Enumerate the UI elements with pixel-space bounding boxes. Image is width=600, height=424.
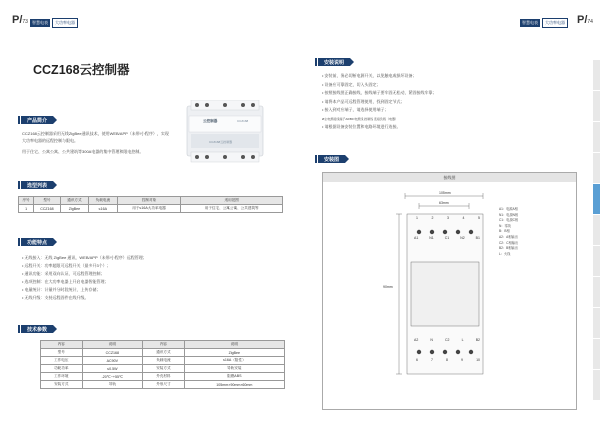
table-cell: 通讯方式	[143, 349, 185, 357]
feature-item: • 无线接入：无线 ZigBee 通讯，WEB/APP（未带/小程序）远程管理；	[22, 255, 147, 260]
table-cell: CCZ168	[34, 205, 61, 213]
features-heading: 功能特点	[18, 238, 57, 246]
table-row	[41, 365, 285, 373]
column-header: 通讯方式	[60, 197, 88, 205]
table-cell: 负载电流	[143, 357, 185, 365]
tech-table	[40, 340, 285, 389]
table-cell: 安装方式	[41, 381, 83, 389]
device-brand: CCZ168	[237, 119, 249, 123]
table-cell: 105mm×90mm×60mm	[184, 381, 284, 389]
install-list	[322, 72, 572, 132]
side-tab[interactable]	[593, 215, 600, 245]
wiring-diagram	[322, 172, 577, 410]
table-cell: 导轨安装	[184, 365, 284, 373]
table-cell: ZigBee	[60, 205, 88, 213]
table-cell: ≤0.5W	[82, 365, 143, 373]
dim-top: 105mm	[439, 191, 451, 195]
side-tab[interactable]	[593, 339, 600, 369]
table-cell: ≤16A	[89, 205, 117, 213]
side-tab[interactable]	[593, 308, 600, 338]
side-tab[interactable]	[593, 91, 600, 121]
breadcrumb-item[interactable]: 智慧电表	[32, 20, 48, 25]
intro-text: CCZ168云控制器采用无线ZigBee通讯技术，使用WEB/APP（未带/小程序），实现大功率电器的远程控制与限电。 用于住宅、公寓公寓、公共建筑等300A电器的集中管理和限电控制。	[22, 131, 169, 154]
column-header: 序号	[19, 197, 34, 205]
side-tab[interactable]	[593, 122, 600, 152]
table-cell: 用于住宅、公寓公寓、公共建筑等	[181, 205, 283, 213]
table-row	[19, 205, 283, 213]
column-header: 负载电流	[89, 197, 117, 205]
selection-table	[18, 196, 283, 213]
column-header: 适用范围	[181, 197, 283, 205]
side-tab[interactable]	[593, 370, 600, 400]
table-cell: 工作电压	[41, 357, 83, 365]
table-cell: 阻燃ABS	[184, 373, 284, 381]
bottom-terminal-numbers: 6 7 8 9 10	[416, 358, 480, 362]
feature-item: • 选项控制：在大功率电器上开启电器智能管理；	[22, 279, 109, 284]
side-tab[interactable]	[593, 277, 600, 307]
device-label: 云控制器	[203, 119, 218, 123]
features-list	[22, 254, 222, 302]
install-item: • 接入到对应端子，请选择使用端子；	[322, 107, 389, 112]
side-tab[interactable]	[593, 246, 600, 276]
device-bottom-text: CCZ168云控制器	[209, 140, 233, 144]
install-item: • 按照接线图正确接线，接线端子要牢固无松动，紧固接线牢靠；	[322, 90, 437, 95]
table-cell: ≤16A（阻性）	[184, 357, 284, 365]
side-tab[interactable]	[593, 153, 600, 183]
bottom-terminal-labels: A2 N C2 L B2	[414, 338, 480, 342]
side-tab-active[interactable]	[593, 184, 600, 214]
install-item: • 设备应可靠固定，切入头固定；	[322, 81, 381, 87]
feature-item: • 无线升级：支持远程固件在线升级。	[22, 295, 89, 300]
breadcrumb-item[interactable]: 大功率电器	[542, 18, 568, 28]
right-breadcrumb	[520, 18, 568, 28]
table-cell: 型号	[41, 349, 83, 357]
table-row	[41, 381, 285, 389]
table-row	[41, 349, 285, 357]
column-header: 控制对象	[117, 197, 181, 205]
install-item: • 请根据设备安装位置和电路环境进行连接。	[322, 124, 401, 129]
table-cell: ZigBee	[184, 349, 284, 357]
column-header: 型号	[34, 197, 61, 205]
side-tabs	[593, 60, 600, 401]
table-cell: 外壳材料	[143, 373, 185, 381]
table-cell: -20℃~+55℃	[82, 373, 143, 381]
selection-heading: 选型列表	[18, 181, 57, 189]
table-cell: 工作环境	[41, 373, 83, 381]
device-image	[185, 100, 265, 165]
column-header: 内容	[41, 341, 83, 349]
breadcrumb-item[interactable]: 大功率电器	[52, 18, 78, 28]
table-header-row	[41, 341, 285, 349]
table-cell: 1	[19, 205, 34, 213]
column-header: 说明	[184, 341, 284, 349]
dim-side: 90mm	[383, 285, 393, 289]
table-cell: CCZ168	[82, 349, 143, 357]
table-cell: 外形尺寸	[143, 381, 185, 389]
table-cell: 导轨	[82, 381, 143, 389]
breadcrumb-item[interactable]: 智慧电表	[522, 20, 538, 25]
install-heading: 安装说明	[315, 58, 354, 66]
install-item: • 请将本产品可远程管理使用，找到固定节式；	[322, 98, 405, 104]
table-cell: 用于≤16A大功率电器	[117, 205, 181, 213]
diagram-heading: 安装图	[315, 155, 349, 163]
feature-item: • 远程开关：功率超限可远程开关（最多开3个）；	[22, 263, 111, 268]
column-header: 说明	[82, 341, 143, 349]
table-row	[41, 373, 285, 381]
diagram-legend: A1：电源A相 N1：电源N相 C1：电源C相 N：零线 B：B相 A2：A相输出 C2：C相输出 B2：B相输出 L：火线	[499, 207, 519, 256]
table-cell: 安装方式	[143, 365, 185, 373]
tech-heading: 技术参数	[18, 325, 57, 333]
top-terminal-numbers: 1 2 3 4 5	[416, 216, 480, 220]
top-terminal-labels: A1 N1 C1 N2 B1	[414, 236, 480, 240]
right-page-number: P/74	[577, 14, 593, 26]
column-header: 内容	[143, 341, 185, 349]
install-item: Ø主电源接线端子A0/B0 电源线 控制线 连接负载（电器）	[322, 116, 399, 121]
left-page-number: P/73	[12, 14, 28, 26]
feature-item: • 电量统计：计量并分时段统计，上传存储；	[22, 287, 101, 292]
side-tab[interactable]	[593, 60, 600, 90]
feature-item: • 通讯功能：采用双向认证，可远程管理控制；	[22, 271, 105, 276]
table-header-row	[19, 197, 283, 205]
diagram-caption: 接线图	[323, 173, 576, 182]
intro-heading: 产品简介	[18, 116, 57, 124]
left-breadcrumb	[30, 18, 78, 28]
table-cell: AC90V	[82, 357, 143, 365]
dim-inner: 63mm	[439, 201, 449, 205]
table-cell: 功耗功率	[41, 365, 83, 373]
page-title: CCZ168云控制器	[33, 63, 130, 77]
install-item: • 安装前，务必切断电源开关，以免触电或损坏设备；	[322, 73, 417, 78]
table-row	[41, 357, 285, 365]
